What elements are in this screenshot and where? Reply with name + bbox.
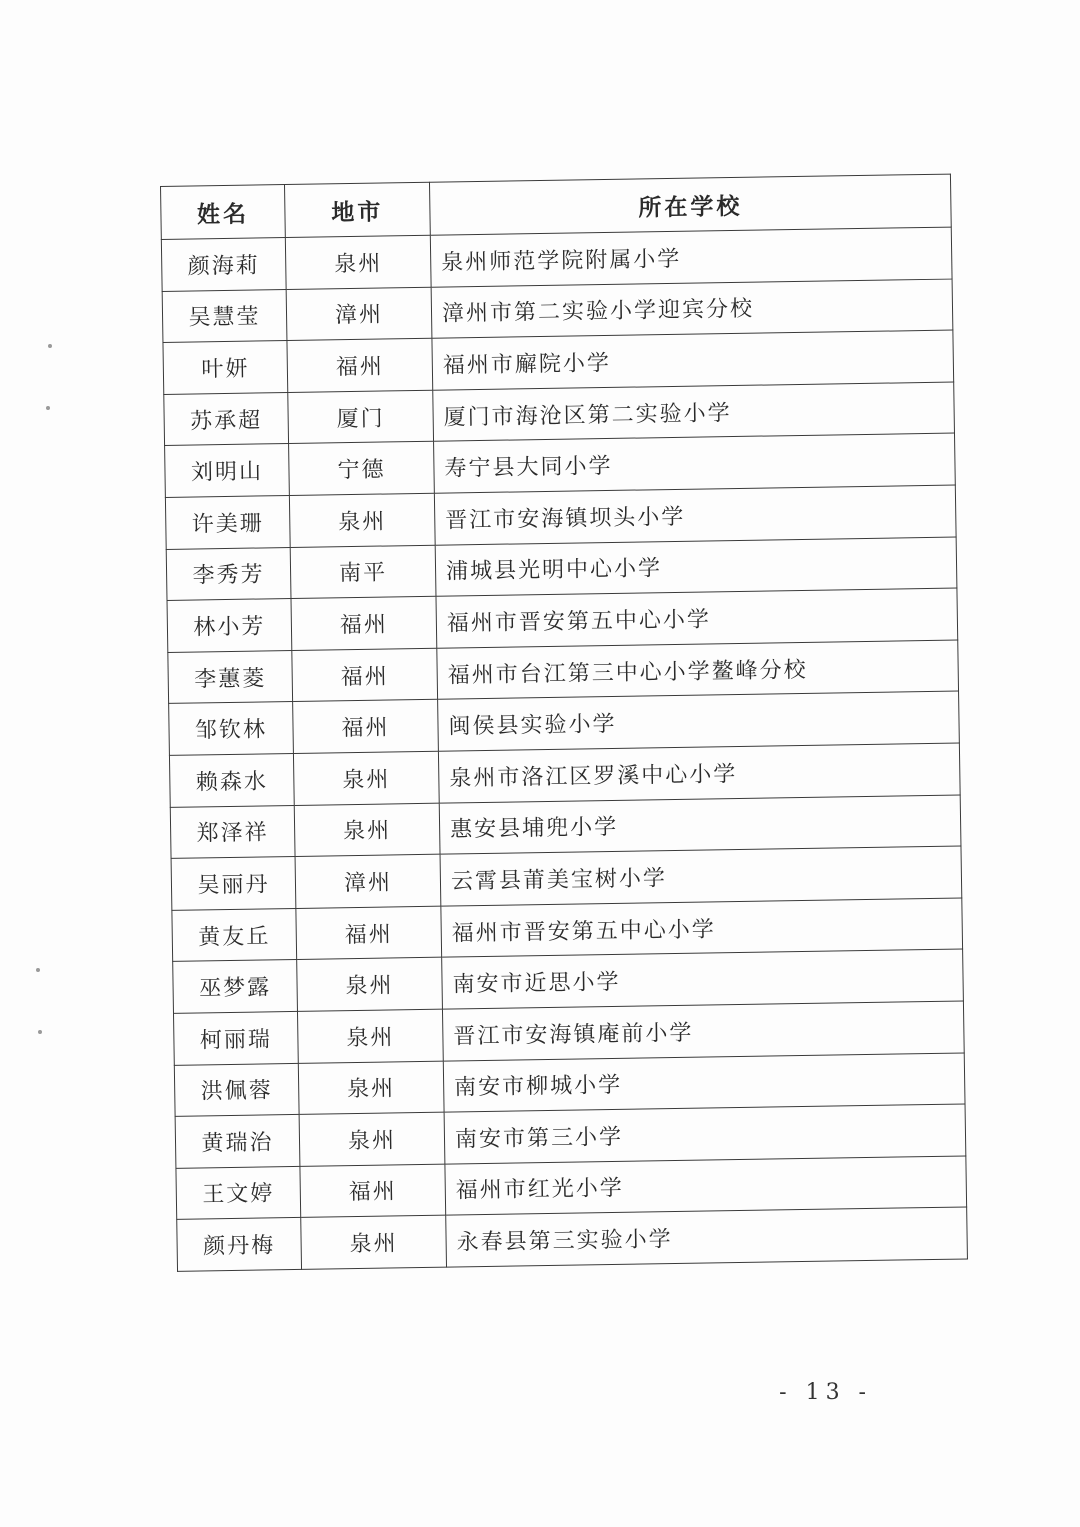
cell-city: 泉州: [294, 803, 440, 857]
scan-speck: [38, 1030, 42, 1034]
cell-school: 南安市柳城小学: [443, 1052, 965, 1112]
cell-school: 永春县第三实验小学: [446, 1207, 968, 1267]
cell-city: 福州: [287, 338, 433, 392]
header-city: 地市: [284, 182, 430, 237]
roster-table-container: [160, 174, 967, 1272]
cell-city: 厦门: [288, 390, 434, 444]
cell-name: 林小芳: [167, 599, 292, 653]
cell-name: 李蕙菱: [168, 650, 293, 704]
page-number: - 13 -: [779, 1380, 872, 1405]
scan-speck: [36, 968, 40, 972]
cell-city: 漳州: [295, 854, 441, 908]
cell-city: 漳州: [286, 287, 432, 341]
scan-speck: [46, 406, 50, 410]
cell-school: 南安市第三小学: [444, 1104, 966, 1164]
cell-name: 吴慧莹: [162, 289, 287, 343]
cell-city: 泉州: [289, 493, 435, 547]
cell-city: 泉州: [297, 1009, 443, 1063]
cell-school: 晋江市安海镇庵前小学: [442, 1001, 964, 1061]
cell-name: 洪佩蓉: [174, 1063, 299, 1117]
cell-school: 福州市廨院小学: [432, 330, 954, 390]
header-name: 姓名: [161, 185, 286, 240]
roster-table: [160, 174, 968, 1272]
cell-school: 福州市晋安第五中心小学: [436, 588, 958, 648]
cell-school: 福州市红光小学: [445, 1156, 967, 1216]
cell-school: 泉州师范学院附属小学: [430, 227, 952, 287]
cell-name: 王文婷: [176, 1166, 301, 1220]
cell-name: 刘明山: [165, 444, 290, 498]
cell-name: 黄瑞治: [175, 1115, 300, 1169]
cell-school: 漳州市第二实验小学迎宾分校: [431, 279, 953, 339]
cell-city: 宁德: [289, 442, 435, 496]
cell-city: 泉州: [293, 751, 439, 805]
cell-name: 吴丽丹: [171, 857, 296, 911]
cell-city: 泉州: [298, 1061, 444, 1115]
cell-city: 泉州: [301, 1215, 447, 1269]
cell-name: 叶妍: [163, 341, 288, 395]
cell-city: 福州: [291, 596, 437, 650]
cell-school: 寿宁县大同小学: [434, 433, 956, 493]
cell-school: 厦门市海沧区第二实验小学: [433, 382, 955, 442]
cell-name: 柯丽瑞: [173, 1011, 298, 1065]
cell-city: 福州: [293, 700, 439, 754]
cell-city: 泉州: [285, 235, 431, 289]
cell-city: 南平: [290, 545, 436, 599]
cell-city: 福州: [300, 1164, 446, 1218]
cell-name: 赖森水: [169, 753, 294, 807]
cell-name: 李秀芳: [166, 547, 291, 601]
cell-city: 福州: [296, 906, 442, 960]
header-school: 所在学校: [429, 174, 951, 235]
cell-school: 浦城县光明中心小学: [435, 537, 957, 597]
cell-name: 颜丹梅: [177, 1218, 302, 1272]
cell-name: 巫梦露: [173, 960, 298, 1014]
cell-city: 泉州: [299, 1112, 445, 1166]
scan-speck: [48, 344, 52, 348]
cell-name: 颜海莉: [161, 238, 286, 292]
cell-school: 惠安县埔兜小学: [439, 795, 961, 855]
cell-name: 苏承超: [164, 392, 289, 446]
cell-school: 闽侯县实验小学: [438, 691, 960, 751]
cell-name: 郑泽祥: [170, 805, 295, 859]
table-row: [177, 1207, 968, 1271]
cell-school: 晋江市安海镇坝头小学: [434, 485, 956, 545]
cell-name: 黄友丘: [172, 908, 297, 962]
cell-city: 福州: [292, 648, 438, 702]
cell-school: 泉州市洛江区罗溪中心小学: [438, 743, 960, 803]
cell-name: 许美珊: [165, 495, 290, 549]
cell-school: 南安市近思小学: [442, 949, 964, 1009]
cell-school: 福州市晋安第五中心小学: [441, 898, 963, 958]
cell-school: 福州市台江第三中心小学鳌峰分校: [437, 640, 959, 700]
cell-city: 泉州: [297, 957, 443, 1011]
cell-name: 邹钦林: [169, 702, 294, 756]
cell-school: 云霄县莆美宝树小学: [440, 846, 962, 906]
